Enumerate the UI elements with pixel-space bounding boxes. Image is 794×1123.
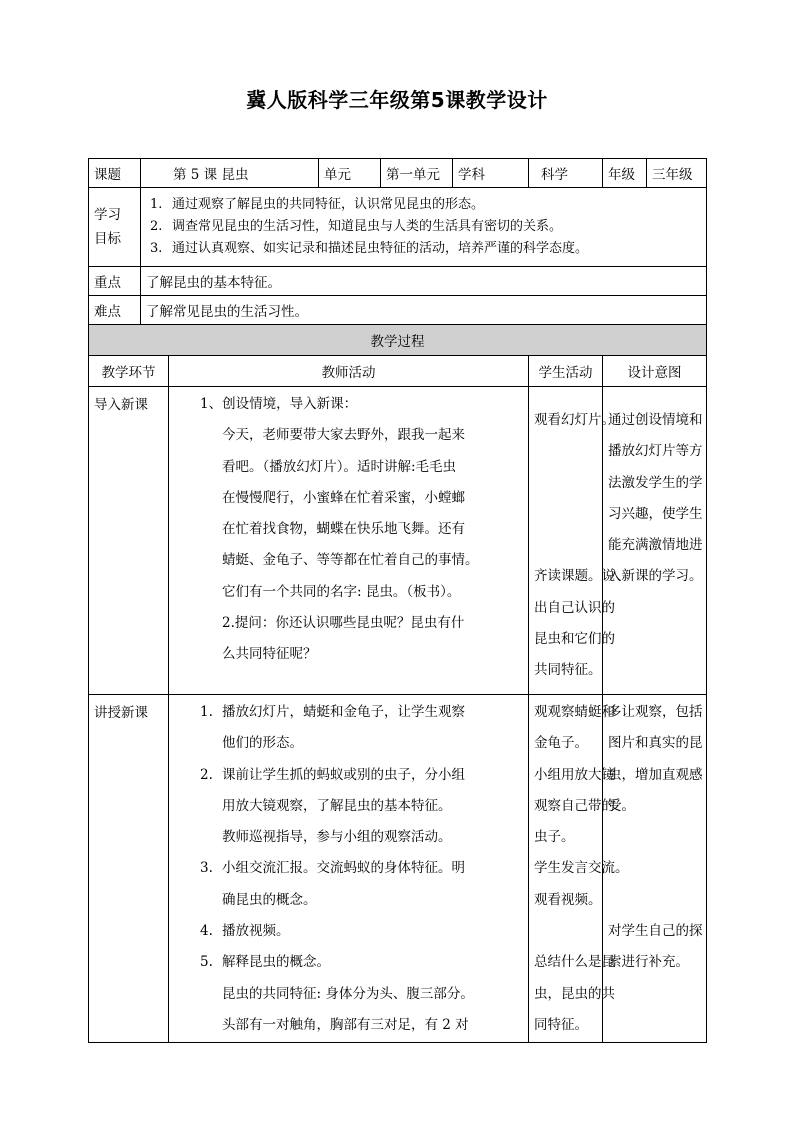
text-line: 小组用放大镜 bbox=[534, 766, 615, 783]
text-line: 播放幻灯片等方 bbox=[608, 443, 703, 460]
text-line: 2.提问：你还认识哪些昆虫呢？昆虫有什 bbox=[222, 615, 465, 632]
text-line: 观看视频。 bbox=[534, 891, 602, 908]
text-line: 多让观察，包括 bbox=[608, 704, 703, 720]
text-line: 法激发学生的学 bbox=[608, 474, 703, 491]
text-line: 齐读课题。说 bbox=[534, 568, 615, 585]
difficulty-row bbox=[89, 296, 707, 325]
info-row bbox=[89, 159, 707, 188]
text-line: 蜻蜓、金龟子、等等都在忙着自己的事情。 bbox=[222, 552, 479, 569]
key-point-label: 重点 bbox=[89, 267, 141, 296]
text-line: 通过创设情境和 bbox=[608, 412, 703, 428]
goals-label: 学习 目标 bbox=[89, 188, 141, 267]
text-line: 入新课的学习。 bbox=[608, 568, 703, 585]
subject-label: 学科 bbox=[453, 159, 529, 188]
text-line: 总结什么是昆 bbox=[534, 954, 615, 971]
design-intent-intro bbox=[603, 387, 707, 695]
text-line: 习兴趣，使学生 bbox=[608, 505, 703, 522]
text-line: 课前让学生抓的蚂蚁或别的虫子，分小组 bbox=[222, 766, 465, 783]
text-line: 能充满激情地进 bbox=[608, 537, 703, 554]
goal-item: 3. 通过认真观察、如实记录和描述昆虫特征的活动，培养严谨的科学态度。 bbox=[150, 241, 589, 256]
grade-value: 三年级 bbox=[647, 159, 707, 188]
text-line: 1、创设情境，导入新课： bbox=[200, 396, 358, 412]
text-line: 金龟子。 bbox=[534, 735, 588, 752]
goals-list bbox=[141, 188, 707, 267]
course-value: 第 5 课 昆虫 bbox=[141, 159, 319, 188]
text-line: 对学生自己的探 bbox=[608, 923, 703, 940]
goal-item: 2. 调查常见昆虫的生活习性，知道昆虫与人类的生活具有密切的关系。 bbox=[150, 219, 563, 234]
text-line: 索进行补充。 bbox=[608, 954, 689, 971]
text-line: 学生发言交流。 bbox=[534, 860, 629, 877]
process-header-row bbox=[89, 325, 707, 356]
text-line: 虫，昆虫的共 bbox=[534, 985, 615, 1002]
key-point-row bbox=[89, 267, 707, 296]
text-line: 解释昆虫的概念。 bbox=[222, 954, 330, 971]
column-header-row bbox=[89, 356, 707, 387]
text-line: 受。 bbox=[608, 797, 635, 814]
text-line: 虫子。 bbox=[534, 829, 575, 846]
text-line: 确昆虫的概念。 bbox=[222, 891, 317, 908]
difficulty-label: 难点 bbox=[89, 296, 141, 325]
col-student: 学生活动 bbox=[529, 356, 603, 387]
goal-item: 1. 通过观察了解昆虫的共同特征，认识常见昆虫的形态。 bbox=[150, 197, 485, 212]
text-line: 小组交流汇报。交流蚂蚁的身体特征。明 bbox=[222, 860, 465, 877]
text-line: 观察自己带的 bbox=[534, 797, 615, 814]
text-line: 昆虫和它们的 bbox=[534, 631, 615, 648]
new-lesson-row bbox=[89, 695, 707, 1043]
text-line: 看吧。（播放幻灯片）。适时讲解:毛毛虫 bbox=[222, 458, 457, 475]
col-intent: 设计意图 bbox=[603, 356, 707, 387]
student-activity-intro bbox=[529, 387, 615, 695]
goals-row bbox=[89, 188, 707, 267]
text-line: 观看幻灯片。 bbox=[534, 412, 615, 428]
text-line: 图片和真实的昆 bbox=[608, 735, 703, 752]
col-teacher: 教师活动 bbox=[169, 356, 529, 387]
lesson-plan-table bbox=[88, 158, 707, 1043]
grade-label: 年级 bbox=[603, 159, 647, 188]
document-title: 冀人版科学三年级第5课教学设计 bbox=[246, 88, 548, 112]
course-label: 课题 bbox=[89, 159, 141, 188]
text-line: 在慢慢爬行，小蜜蜂在忙着采蜜，小螳螂 bbox=[222, 489, 465, 506]
teacher-activity-intro bbox=[169, 387, 529, 695]
intro-row bbox=[89, 387, 707, 695]
unit-label: 单元 bbox=[319, 159, 381, 188]
stage-intro: 导入新课 bbox=[89, 387, 169, 695]
text-line: 头部有一对触角，胸部有三对足，有 2 对 bbox=[222, 1016, 469, 1033]
text-line: 么共同特征呢？ bbox=[222, 646, 317, 663]
teacher-activity-new: 1. 播放幻灯片，蜻蜓和金龟子，让学生观察 他们的形态。 2. 课前让学生抓的蚂蚁或别的虫子，分小组 用放大镜观察，了解昆虫的基本特征。 教师巡视指导，参与小组的观察活动。 3. 小组交流汇报。交流蚂蚁的身体特征。明 确昆虫的概念。 4. 播放视频。 5. 解释昆虫的概念。 昆虫的共同特征: 身体分为头、腹三部分。 头部有一对触角，胸部有三对足，有 2 对 bbox=[169, 695, 529, 1043]
text-line: 虫，增加直观感 bbox=[608, 766, 703, 783]
text-line: 出自己认识的 bbox=[534, 599, 615, 616]
col-stage: 教学环节 bbox=[89, 356, 169, 387]
stage-new-lesson: 讲授新课 bbox=[89, 695, 169, 1043]
text-line: 昆虫的共同特征: 身体分为头、腹三部分。 bbox=[222, 985, 474, 1002]
text-line: 他们的形态。 bbox=[222, 735, 303, 752]
text-line: 观观察蜻蜓和 bbox=[534, 704, 615, 720]
text-line: 在忙着找食物，蝴蝶在快乐地飞舞。还有 bbox=[222, 521, 465, 538]
text-line: 共同特征。 bbox=[534, 662, 602, 679]
text-line: 同特征。 bbox=[534, 1016, 588, 1033]
text-line: 用放大镜观察，了解昆虫的基本特征。 bbox=[222, 797, 452, 814]
difficulty-text: 了解常见昆虫的生活习性。 bbox=[141, 296, 707, 325]
student-activity-new bbox=[529, 695, 629, 1043]
text-line: 它们有一个共同的名字: 昆虫。（板书）。 bbox=[222, 583, 461, 600]
unit-value: 第一单元 bbox=[381, 159, 453, 188]
text-line: 教师巡视指导，参与小组的观察活动。 bbox=[222, 829, 452, 846]
text-line: 播放幻灯片，蜻蜓和金龟子，让学生观察 bbox=[222, 704, 465, 720]
text-line: 今天，老师要带大家去野外，跟我一起来 bbox=[222, 427, 465, 444]
process-title: 教学过程 bbox=[89, 325, 707, 356]
text-line: 播放视频。 bbox=[222, 923, 290, 940]
subject-value: 科学 bbox=[529, 159, 603, 188]
key-point-text: 了解昆虫的基本特征。 bbox=[141, 267, 707, 296]
